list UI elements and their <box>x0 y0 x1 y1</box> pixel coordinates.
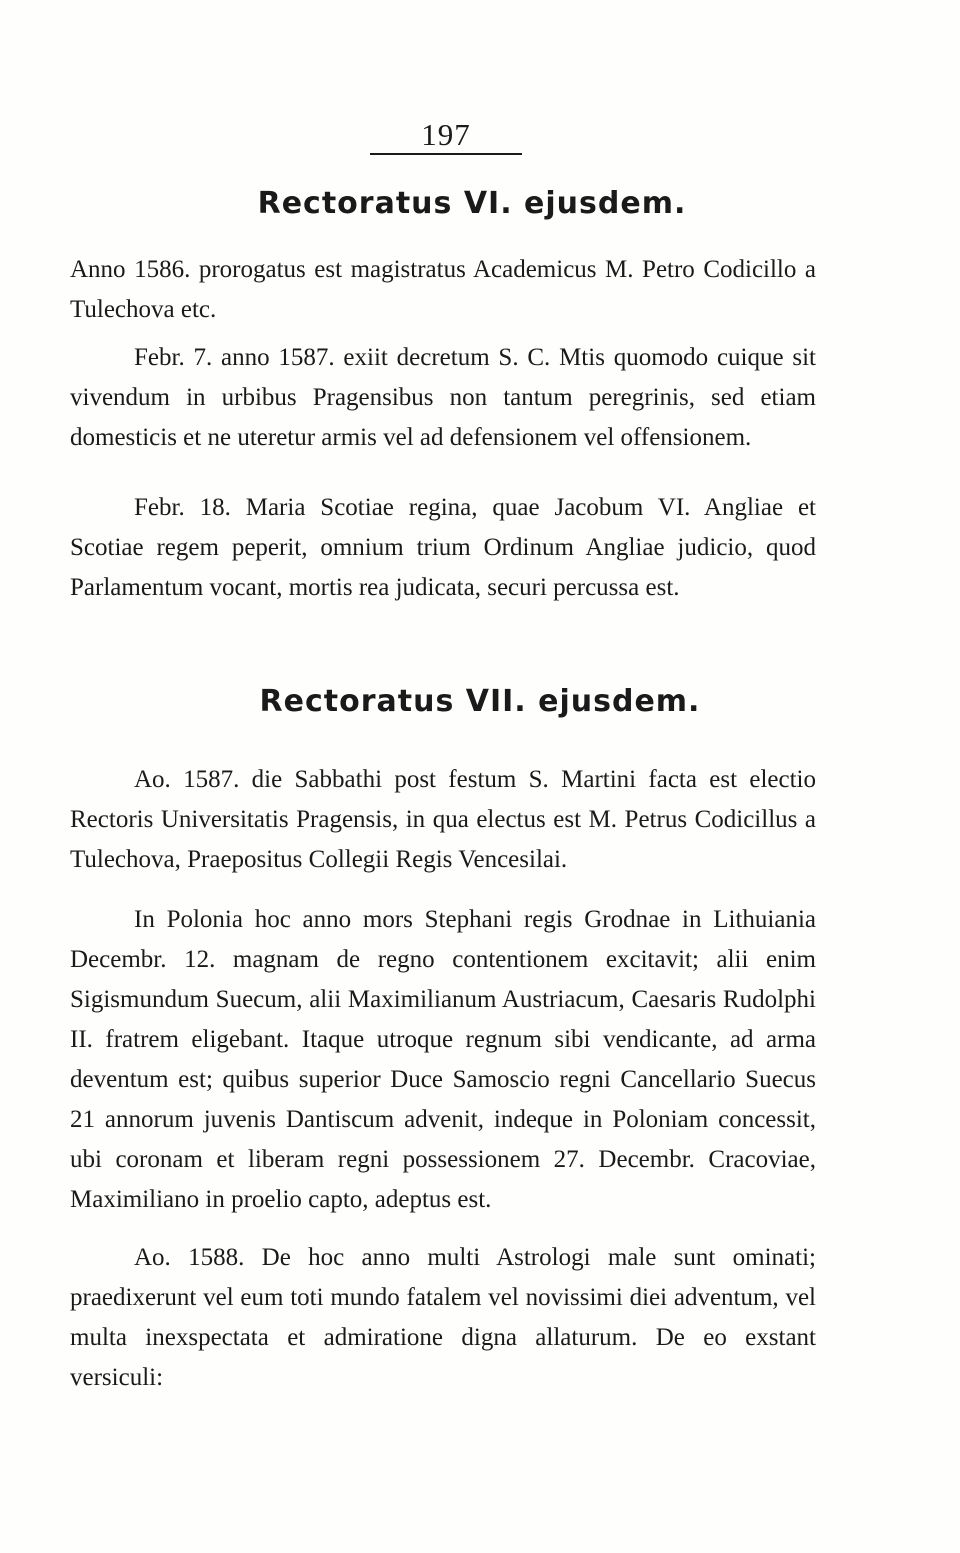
paragraph-febr-18: Febr. 18. Maria Scotiae regina, quae Jacobum VI. Angliae et Scotiae regem peperit, omnium trium Ordinum Angliae judicio, quod Parlamentum vocant, mortis rea judicata, securi percussa est. <box>70 494 816 601</box>
page-number: 197 <box>421 117 471 152</box>
page-number-rule <box>370 153 522 155</box>
paragraph-febr-7: Febr. 7. anno 1587. exiit decretum S. C. Mtis quomodo cuique sit vivendum in urbibus Pragensibus non tantum peregrinis, sed etiam domesticis et ne uteretur armis vel ad defensionem vel offensionem. <box>70 344 816 451</box>
section-heading-rectoratus-vi: Rectoratus VI. ejusdem. <box>257 186 687 221</box>
paragraph-in-polonia: In Polonia hoc anno mors Stephani regis Grodnae in Lithuiania Decembr. 12. magnam de regno contentionem excitavit; alii enim Sigismundum Suecum, alii Maximilianum Austriacum, Caesaris Rudolphi II. fratrem eligebant. Itaque utroque regnum sibi vendicante, ad arma deventum est; quibus superior Duce Samoscio regni Cancellario Suecus 21 annorum juvenis Dantiscum advenit, indeque in Poloniam concessit, ubi coronam et liberam regni possessionem 27. Decembr. Cracoviae, Maximiliano in proelio capto, adeptus est. <box>70 906 816 1213</box>
paragraph-ao-1587: Ao. 1587. die Sabbathi post festum S. Martini facta est electio Rectoris Universitatis Pragensis, in qua electus est M. Petrus Codicillus a Tulechova, Praepositus Collegii Regis Vencesilai. <box>70 766 816 873</box>
section-heading-rectoratus-vii: Rectoratus VII. ejusdem. <box>259 684 701 719</box>
paragraph-anno-1586: Anno 1586. prorogatus est magistratus Academicus M. Petro Codicillo a Tulechova etc. <box>70 256 816 323</box>
paragraph-ao-1588: Ao. 1588. De hoc anno multi Astrologi male sunt ominati; praedixerunt vel eum toti mundo fatalem vel novissimi diei adventum, vel multa inexspectata et admiratione digna allaturum. De eo exstant versiculi: <box>70 1244 816 1391</box>
